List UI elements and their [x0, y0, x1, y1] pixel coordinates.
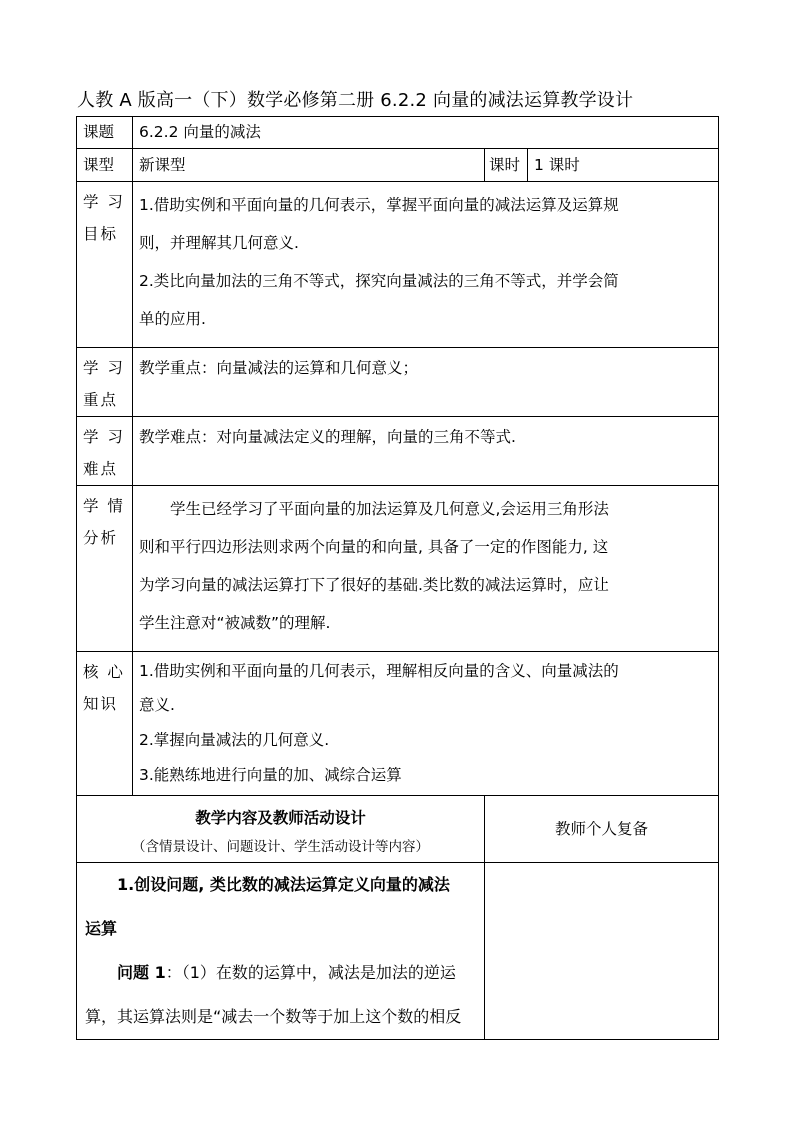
lesson-plan-table	[76, 116, 719, 1040]
hours-label-cell	[485, 149, 528, 182]
difficulty-label-cell	[77, 417, 133, 486]
topic-label-cell	[77, 117, 133, 149]
difficulty-label-line1: 学 习	[83, 428, 125, 446]
goals-label-line2: 目标	[83, 225, 119, 243]
core-item-1-line2: 意义.	[139, 696, 175, 714]
analysis-content-cell	[133, 486, 719, 652]
difficulty-content-cell	[133, 417, 719, 486]
core-row	[77, 652, 719, 796]
keypoint-content-cell	[133, 348, 719, 417]
design-header-row	[77, 796, 719, 863]
topic-row	[77, 117, 719, 149]
keypoint-label-cell	[77, 348, 133, 417]
type-row	[77, 149, 719, 182]
keypoint-row	[77, 348, 719, 417]
difficulty-label-line2: 难点	[83, 460, 119, 478]
question-1-line1	[85, 951, 476, 995]
keypoint-label	[77, 348, 132, 416]
core-label-line1: 核 心	[83, 663, 125, 681]
keypoint-label-line2: 重点	[83, 391, 119, 409]
difficulty-text: 教学难点：对向量减法定义的理解，向量的三角不等式.	[139, 428, 516, 446]
goals-item-1-line1: 1.借助实例和平面向量的几何表示，掌握平面向量的减法运算及运算规	[139, 196, 619, 214]
keypoint-label-line1: 学 习	[83, 359, 125, 377]
goals-label-line1: 学 习	[83, 193, 125, 211]
section-1-line1: 1.创设问题, 类比数的减法运算定义向量的减法	[117, 875, 450, 894]
core-label	[77, 652, 132, 720]
question-1-label: 问题 1	[117, 963, 166, 982]
design-header-sub: （含情景设计、问题设计、学生活动设计等内容）	[132, 839, 429, 855]
hours-value: 1 课时	[534, 156, 580, 174]
hours-label: 课时	[489, 156, 521, 174]
goals-content-cell	[133, 182, 719, 348]
type-value: 新课型	[139, 156, 186, 174]
side-header-cell	[485, 796, 719, 863]
core-item-1-line1: 1.借助实例和平面向量的几何表示，理解相反向量的含义、向量减法的	[139, 662, 619, 680]
type-label: 课型	[83, 156, 115, 174]
question-1-line2: 算，其运算法则是“减去一个数等于加上这个数的相反	[85, 1007, 462, 1026]
analysis-line-2: 则和平行四边形法则求两个向量的和向量, 具备了一定的作图能力, 这	[139, 538, 609, 556]
analysis-label-line2: 分析	[83, 529, 119, 547]
document-title: 人教 A 版高一（下）数学必修第二册 6.2.2 向量的减法运算教学设计	[77, 90, 634, 111]
analysis-line-3: 为学习向量的减法运算打下了很好的基础.类比数的减法运算时，应让	[139, 576, 609, 594]
core-item-3: 3.能熟练地进行向量的加、减综合运算	[139, 766, 402, 784]
side-header: 教师个人复备	[554, 820, 648, 838]
analysis-line-4: 学生注意对“被减数”的理解.	[139, 614, 331, 632]
difficulty-row	[77, 417, 719, 486]
core-content-cell	[133, 652, 719, 796]
core-label-cell	[77, 652, 133, 796]
design-header-cell	[77, 796, 485, 863]
design-body-row	[77, 863, 719, 1040]
goals-item-1-line2: 则，并理解其几何意义.	[139, 234, 299, 252]
topic-label: 课题	[83, 123, 115, 141]
design-header-main: 教学内容及教师活动设计	[195, 809, 366, 827]
side-body-cell	[485, 863, 719, 1040]
topic-value-cell	[133, 117, 719, 149]
design-body-cell	[77, 863, 485, 1040]
hours-value-cell	[528, 149, 719, 182]
type-label-cell	[77, 149, 133, 182]
core-item-2: 2.掌握向量减法的几何意义.	[139, 731, 330, 749]
goals-item-2-line2: 单的应用.	[139, 310, 206, 328]
analysis-label	[77, 486, 132, 554]
keypoint-text: 教学重点：向量减法的运算和几何意义；	[139, 359, 419, 377]
analysis-row	[77, 486, 719, 652]
question-1-text: ：（1）在数的运算中，减法是加法的逆运	[165, 963, 456, 982]
analysis-label-line1: 学 情	[83, 497, 125, 515]
section-1-line2: 运算	[85, 919, 118, 938]
analysis-line-1: 学生已经学习了平面向量的加法运算及几何意义,会运用三角形法	[170, 500, 609, 518]
goals-item-2-line1: 2.类比向量加法的三角不等式，探究向量减法的三角不等式，并学会简	[139, 272, 619, 290]
core-label-line2: 知识	[83, 695, 119, 713]
goals-label	[77, 182, 132, 250]
topic-value: 6.2.2 向量的减法	[139, 123, 261, 141]
type-value-cell	[133, 149, 485, 182]
goals-row	[77, 182, 719, 348]
difficulty-label	[77, 417, 132, 485]
analysis-label-cell	[77, 486, 133, 652]
goals-label-cell	[77, 182, 133, 348]
